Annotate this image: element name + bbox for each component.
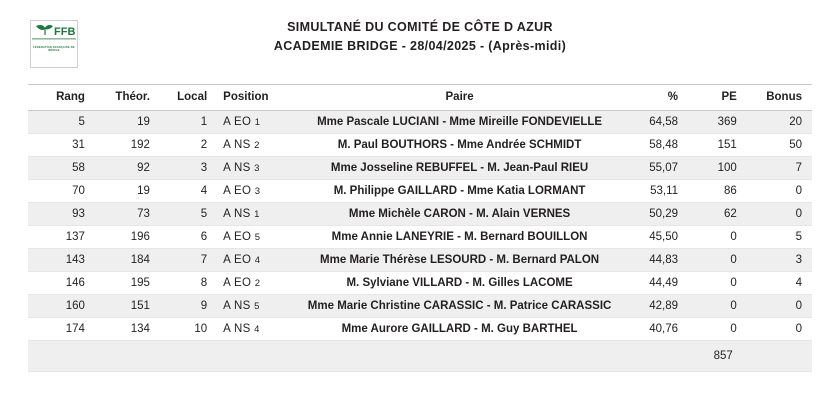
cell-rang: 143 — [28, 249, 91, 272]
position-number: 3 — [254, 186, 261, 197]
cell-theor: 19 — [91, 180, 156, 203]
table-row — [28, 226, 812, 249]
column-header-bonus: Bonus — [743, 85, 812, 111]
cell-paire: M. Sylviane VILLARD - M. Gilles LACOME — [302, 272, 618, 295]
column-header-rang: Rang — [28, 85, 91, 111]
results-table — [28, 84, 812, 372]
position-number: 5 — [254, 301, 260, 312]
cell-position — [213, 226, 302, 249]
cell-position — [213, 295, 302, 318]
table-total-row — [28, 341, 812, 372]
cell-percent: 44,83 — [617, 249, 684, 272]
cell-pe: 0 — [684, 318, 743, 341]
table-row — [28, 134, 812, 157]
column-header-percent: % — [617, 85, 684, 111]
cell-pe: 62 — [684, 203, 743, 226]
table-header-row — [28, 85, 812, 111]
cell-local: 8 — [156, 272, 213, 295]
cell-paire: M. Philippe GAILLARD - Mme Katia LORMANT — [302, 180, 618, 203]
cell-bonus: 7 — [743, 157, 812, 180]
cell-pe: 100 — [684, 157, 743, 180]
position-letter: A NS — [223, 208, 255, 220]
table-row — [28, 318, 812, 341]
position-number: 1 — [254, 209, 260, 220]
cell-local: 7 — [156, 249, 213, 272]
cell-rang: 5 — [28, 111, 91, 134]
table-row — [28, 203, 812, 226]
column-header-local: Local — [156, 85, 213, 111]
cell-pe: 86 — [684, 180, 743, 203]
cell-paire: Mme Aurore GAILLARD - M. Guy BARTHEL — [302, 318, 618, 341]
cell-paire: Mme Pascale LUCIANI - Mme Mireille FONDEVIELLE — [302, 111, 618, 134]
cell-position — [213, 203, 302, 226]
title-line-1: SIMULTANÉ DU COMITÉ DE CÔTE D AZUR — [287, 20, 553, 34]
cell-position — [213, 249, 302, 272]
cell-percent: 55,07 — [617, 157, 684, 180]
column-header-theor: Théor. — [91, 85, 156, 111]
position-number: 4 — [254, 255, 261, 266]
table-header — [28, 85, 812, 111]
position-letter: A NS — [223, 300, 255, 312]
cell-rang: 31 — [28, 134, 91, 157]
position-letter: A EO — [223, 185, 255, 197]
cell-percent: 64,58 — [617, 111, 684, 134]
document-header — [0, 0, 840, 72]
cell-bonus: 5 — [743, 226, 812, 249]
position-number: 4 — [254, 324, 260, 335]
position-letter: A NS — [223, 162, 255, 174]
cell-local: 1 — [156, 111, 213, 134]
cell-local: 3 — [156, 157, 213, 180]
cell-rang: 70 — [28, 180, 91, 203]
cell-pe: 369 — [684, 111, 743, 134]
cell-theor: 134 — [91, 318, 156, 341]
cell-bonus: 20 — [743, 111, 812, 134]
table-row — [28, 180, 812, 203]
cell-bonus: 3 — [743, 249, 812, 272]
cell-position — [213, 111, 302, 134]
position-number: 3 — [254, 163, 260, 174]
cell-position — [213, 157, 302, 180]
total-pe-value: 857 — [684, 341, 743, 372]
position-letter: A EO — [223, 116, 255, 128]
cell-local: 5 — [156, 203, 213, 226]
cell-pe: 0 — [684, 272, 743, 295]
position-letter: A EO — [223, 277, 255, 289]
cell-theor: 196 — [91, 226, 156, 249]
cell-bonus: 0 — [743, 180, 812, 203]
cell-bonus: 50 — [743, 134, 812, 157]
position-letter: A NS — [223, 139, 255, 151]
cell-rang: 146 — [28, 272, 91, 295]
cell-local: 2 — [156, 134, 213, 157]
cell-bonus: 0 — [743, 203, 812, 226]
total-pad — [743, 341, 812, 372]
table-row — [28, 249, 812, 272]
cell-percent: 40,76 — [617, 318, 684, 341]
cell-bonus: 0 — [743, 318, 812, 341]
total-label — [28, 341, 684, 372]
position-number: 1 — [254, 117, 261, 128]
cell-percent: 50,29 — [617, 203, 684, 226]
column-header-pe: PE — [684, 85, 743, 111]
cell-local: 4 — [156, 180, 213, 203]
cell-percent: 42,89 — [617, 295, 684, 318]
cell-pe: 0 — [684, 249, 743, 272]
cell-rang: 137 — [28, 226, 91, 249]
cell-paire: Mme Josseline REBUFFEL - M. Jean-Paul RIEU — [302, 157, 618, 180]
cell-paire: M. Paul BOUTHORS - Mme Andrée SCHMIDT — [302, 134, 618, 157]
cell-local: 9 — [156, 295, 213, 318]
cell-position — [213, 134, 302, 157]
column-header-position: Position — [213, 85, 302, 111]
cell-position — [213, 180, 302, 203]
cell-bonus: 0 — [743, 295, 812, 318]
page-title — [0, 0, 840, 56]
cell-theor: 184 — [91, 249, 156, 272]
cell-theor: 73 — [91, 203, 156, 226]
column-header-paire: Paire — [302, 85, 618, 111]
table-row — [28, 111, 812, 134]
cell-theor: 92 — [91, 157, 156, 180]
position-letter: A EO — [223, 254, 255, 266]
table-row — [28, 157, 812, 180]
cell-local: 6 — [156, 226, 213, 249]
cell-paire: Mme Marie Thérèse LESOURD - M. Bernard PALON — [302, 249, 618, 272]
position-number: 2 — [254, 278, 261, 289]
cell-paire: Mme Marie Christine CARASSIC - M. Patrice CARASSIC — [302, 295, 618, 318]
position-letter: A NS — [223, 323, 255, 335]
results-table-wrap — [28, 84, 812, 372]
cell-rang: 93 — [28, 203, 91, 226]
cell-local: 10 — [156, 318, 213, 341]
cell-pe: 0 — [684, 295, 743, 318]
cell-rang: 174 — [28, 318, 91, 341]
svg-text:FFB: FFB — [54, 26, 76, 38]
title-line-2: ACADEMIE BRIDGE - 28/04/2025 - (Après-midi) — [273, 39, 567, 53]
cell-paire: Mme Annie LANEYRIE - M. Bernard BOUILLON — [302, 226, 618, 249]
position-number: 2 — [254, 140, 260, 151]
table-row — [28, 295, 812, 318]
table-body — [28, 111, 812, 372]
cell-percent: 44,49 — [617, 272, 684, 295]
ffb-logo — [30, 20, 78, 68]
cell-position — [213, 272, 302, 295]
cell-pe: 0 — [684, 226, 743, 249]
cell-percent: 53,11 — [617, 180, 684, 203]
cell-theor: 192 — [91, 134, 156, 157]
cell-rang: 58 — [28, 157, 91, 180]
cell-position — [213, 318, 302, 341]
cell-percent: 45,50 — [617, 226, 684, 249]
table-row — [28, 272, 812, 295]
cell-paire: Mme Michèle CARON - M. Alain VERNES — [302, 203, 618, 226]
cell-rang: 160 — [28, 295, 91, 318]
position-number: 5 — [254, 232, 261, 243]
cell-bonus: 4 — [743, 272, 812, 295]
ffb-logo-caption: FÉDÉRATION FRANÇAISE DE BRIDGE — [33, 46, 75, 53]
cell-theor: 151 — [91, 295, 156, 318]
cell-pe: 151 — [684, 134, 743, 157]
cell-theor: 195 — [91, 272, 156, 295]
cell-percent: 58,48 — [617, 134, 684, 157]
cell-theor: 19 — [91, 111, 156, 134]
ffb-logo-icon — [32, 23, 76, 45]
position-letter: A EO — [223, 231, 255, 243]
